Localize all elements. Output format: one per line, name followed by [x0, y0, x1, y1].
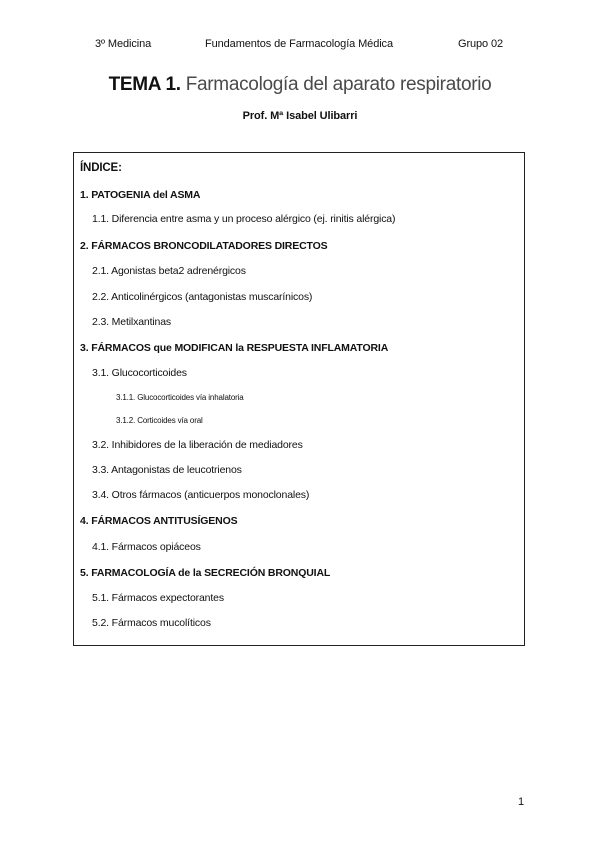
title-text: Farmacología del aparato respiratorio: [185, 74, 492, 95]
index-item: 1. PATOGENIA del ASMA: [80, 189, 201, 201]
index-item: 3.2. Inhibidores de la liberación de mediadores: [92, 439, 303, 451]
index-item: 3.1.2. Corticoides vía oral: [116, 416, 203, 425]
index-item: 2.3. Metilxantinas: [92, 316, 172, 328]
index-item: 4.1. Fármacos opiáceos: [92, 541, 201, 553]
index-item: 3.3. Antagonistas de leucotrienos: [92, 464, 242, 476]
index-item: 2.2. Anticolinérgicos (antagonistas muscarínicos): [92, 291, 313, 303]
index-item: 3.1.1. Glucocorticoides vía inhalatoria: [116, 393, 244, 402]
index-item: 5.1. Fármacos expectorantes: [92, 592, 224, 604]
author: Prof. Mª Isabel Ulibarri: [242, 110, 358, 122]
header-group: Grupo 02: [458, 38, 504, 50]
index-item: 4. FÁRMACOS ANTITUSÍGENOS: [80, 515, 238, 527]
index-item: 2.1. Agonistas beta2 adrenérgicos: [92, 265, 246, 277]
page-title: [0, 74, 600, 96]
index-item: 2. FÁRMACOS BRONCODILATADORES DIRECTOS: [80, 240, 328, 252]
index-box: [73, 152, 525, 646]
index-item: 1.1. Diferencia entre asma y un proceso alérgico (ej. rinitis alérgica): [92, 213, 396, 225]
index-heading: ÍNDICE:: [80, 162, 122, 174]
page-number: 1: [518, 796, 525, 808]
index-item: 3.4. Otros fármacos (anticuerpos monoclonales): [92, 489, 310, 501]
index-item: 3. FÁRMACOS que MODIFICAN la RESPUESTA INFLAMATORIA: [80, 342, 389, 354]
title-prefix: TEMA 1.: [108, 74, 181, 95]
index-item: 3.1. Glucocorticoides: [92, 367, 187, 379]
header-subject: Fundamentos de Farmacología Médica: [205, 38, 393, 50]
index-item: 5. FARMACOLOGÍA de la SECRECIÓN BRONQUIAL: [80, 567, 331, 579]
index-item: 5.2. Fármacos mucolíticos: [92, 617, 211, 629]
header-course: 3º Medicina: [95, 38, 152, 50]
